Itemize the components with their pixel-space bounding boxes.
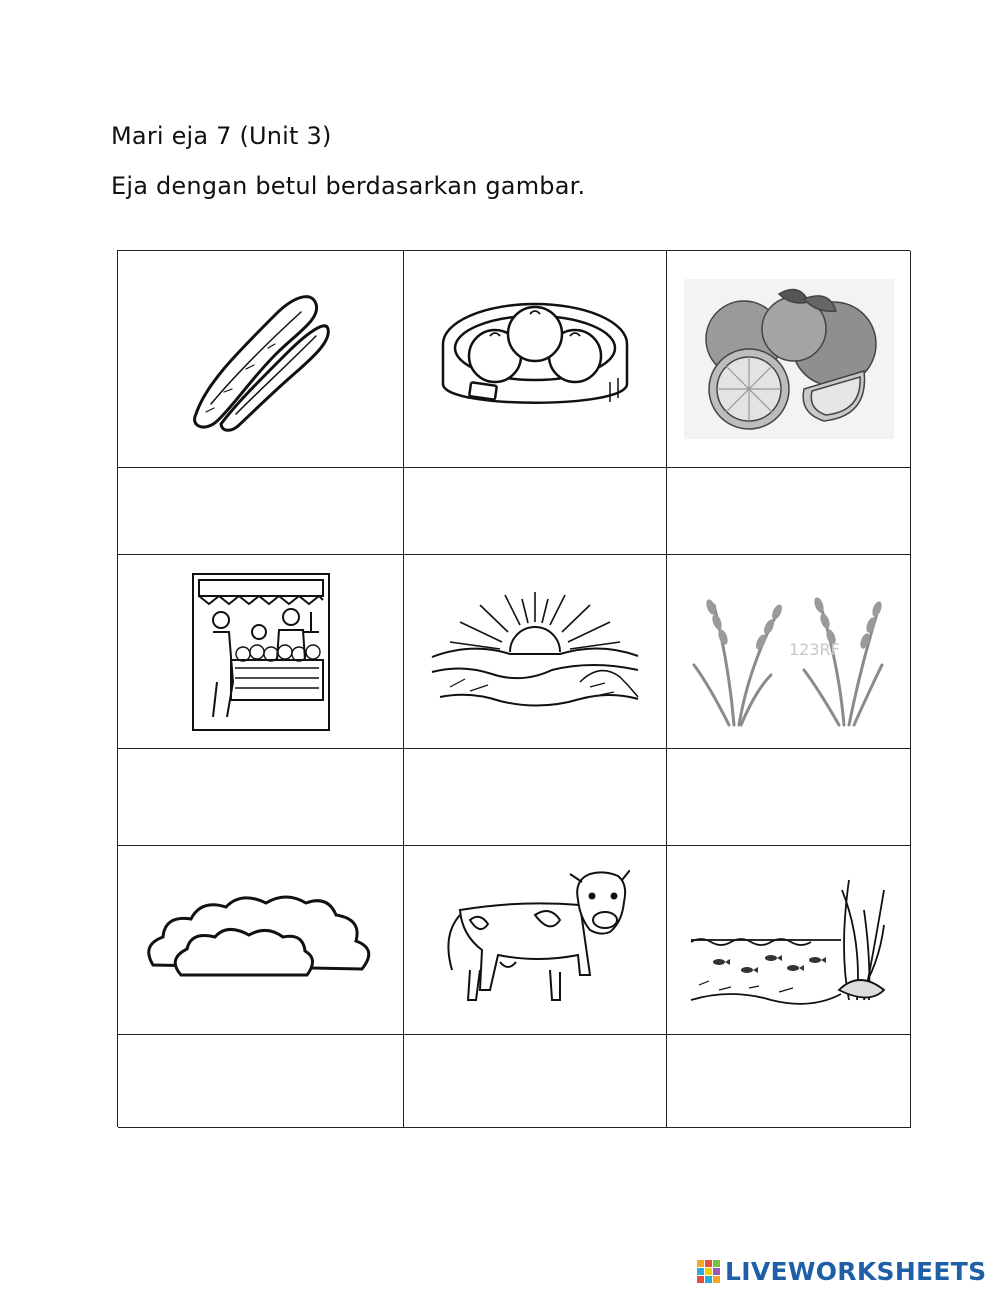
answer-input[interactable] — [415, 767, 655, 827]
answer-cell[interactable] — [118, 468, 404, 555]
steamed-buns-icon — [435, 284, 635, 434]
answer-input[interactable] — [130, 767, 391, 827]
picture-cell — [118, 251, 404, 468]
oranges-icon — [684, 279, 894, 439]
answer-cell[interactable] — [667, 749, 911, 846]
brand-name: LIVEWORKSHEETS — [725, 1257, 987, 1286]
answer-input[interactable] — [130, 1052, 391, 1109]
spelling-grid — [117, 250, 910, 1127]
answer-input[interactable] — [415, 1052, 655, 1109]
rice-stalks-icon — [689, 577, 889, 727]
liveworksheets-logo-icon — [697, 1260, 721, 1284]
cloud-icon — [141, 895, 381, 985]
picture-cell — [667, 251, 911, 468]
answer-cell[interactable] — [118, 1035, 404, 1128]
picture-cell — [667, 846, 911, 1035]
answer-input[interactable] — [415, 484, 655, 538]
worksheet-title: Mari eja 7 (Unit 3) — [111, 122, 332, 150]
answer-cell[interactable] — [404, 1035, 667, 1128]
picture-cell — [118, 846, 404, 1035]
pond-icon — [689, 870, 889, 1010]
picture-cell — [118, 555, 404, 749]
answer-input[interactable] — [130, 484, 391, 538]
answer-cell[interactable] — [667, 1035, 911, 1128]
worksheet-instruction: Eja dengan betul berdasarkan gambar. — [111, 172, 586, 200]
market-stall-icon — [191, 572, 331, 732]
answer-input[interactable] — [677, 767, 900, 827]
answer-cell[interactable] — [404, 468, 667, 555]
watermark-text: 123RF — [788, 639, 840, 659]
answer-input[interactable] — [677, 484, 900, 538]
cow-icon — [440, 870, 630, 1010]
answer-cell[interactable] — [404, 749, 667, 846]
answer-input[interactable] — [677, 1052, 900, 1109]
cakoi-icon — [176, 274, 346, 444]
picture-cell — [667, 555, 911, 749]
picture-cell — [404, 251, 667, 468]
picture-cell — [404, 555, 667, 749]
answer-cell[interactable] — [667, 468, 911, 555]
answer-cell[interactable] — [118, 749, 404, 846]
sunrise-icon — [430, 587, 640, 717]
picture-cell — [404, 846, 667, 1035]
liveworksheets-brand[interactable] — [697, 1257, 986, 1286]
